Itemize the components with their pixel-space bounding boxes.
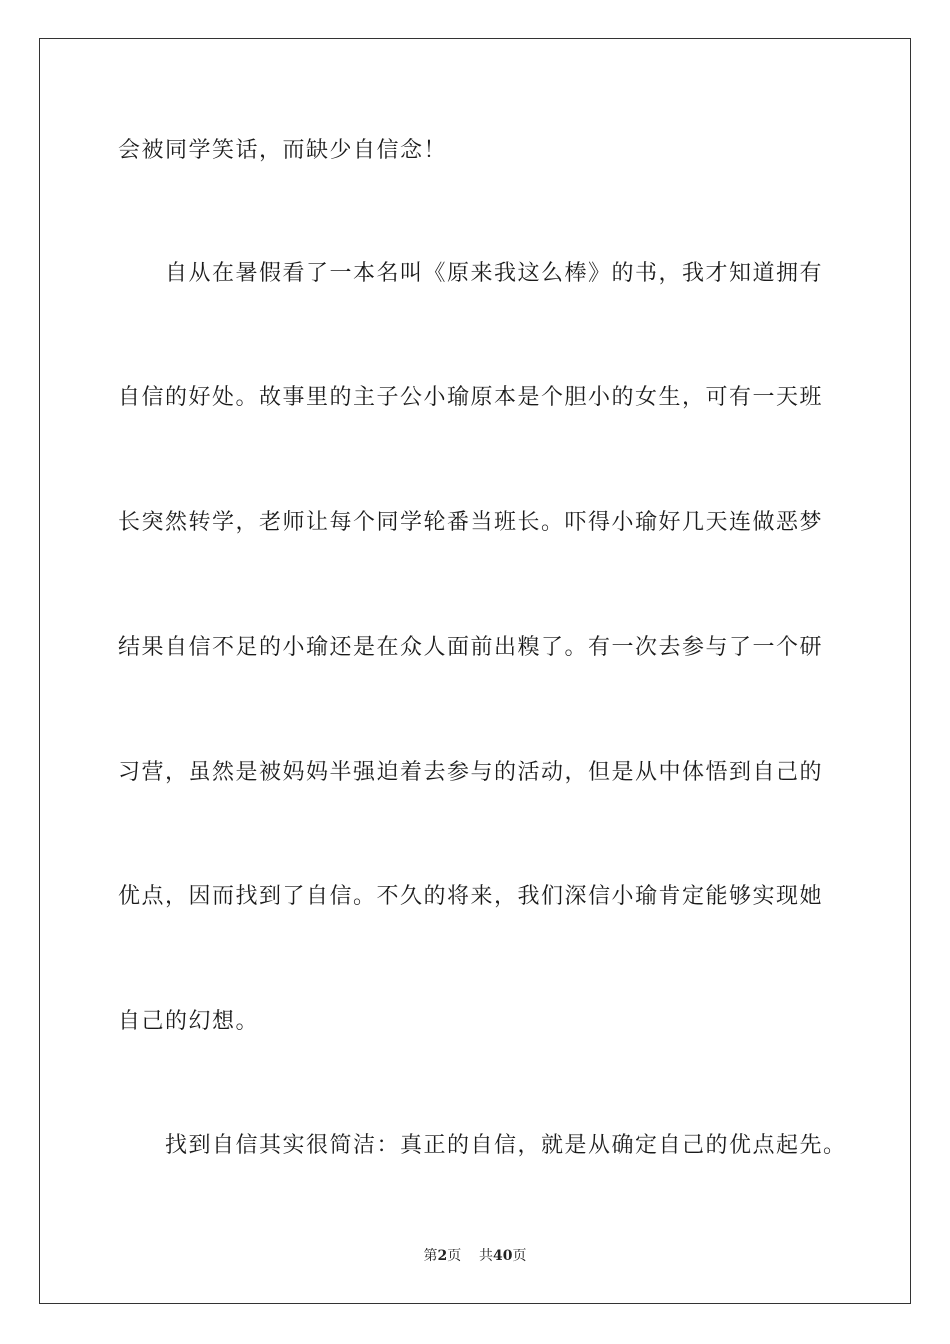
body-line-3: 自信的好处。故事里的主子公小瑜原本是个胆小的女生，可有一天班 <box>118 385 824 410</box>
body-line-2: 自从在暑假看了一本名叫《原来我这么棒》的书，我才知道拥有 <box>165 261 824 286</box>
body-line-8: 自己的幻想。 <box>118 1009 260 1034</box>
total-prefix: 共 <box>479 1248 494 1264</box>
page-border <box>39 38 911 1304</box>
body-line-6: 习营，虽然是被妈妈半强迫着去参与的活动，但是从中体悟到自己的 <box>118 760 824 785</box>
body-line-4: 长突然转学，老师让每个同学轮番当班长。吓得小瑜好几天连做恶梦 <box>118 510 824 535</box>
page-number: 2 <box>437 1248 448 1264</box>
body-line-9: 找到自信其实很简洁：真正的自信，就是从确定自己的优点起先。 <box>165 1133 847 1158</box>
total-pages: 40 <box>493 1248 513 1264</box>
body-line-1: 会被同学笑话，而缺少自信念！ <box>118 138 448 163</box>
page-footer <box>0 1246 950 1266</box>
body-line-5: 结果自信不足的小瑜还是在众人面前出糗了。有一次去参与了一个研 <box>118 635 824 660</box>
page-prefix: 第 <box>423 1248 438 1264</box>
body-line-7: 优点，因而找到了自信。不久的将来，我们深信小瑜肯定能够实现她 <box>118 884 824 909</box>
total-suffix: 页 <box>512 1248 527 1264</box>
page-suffix: 页 <box>447 1248 462 1264</box>
